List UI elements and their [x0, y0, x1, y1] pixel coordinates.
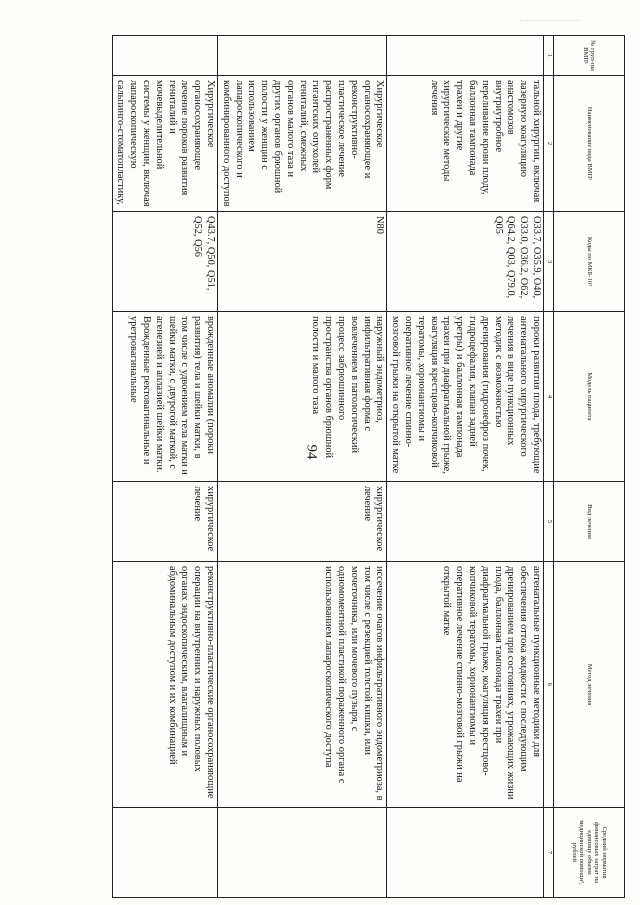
header-cost: Средний норматив финансовых затрат на единицу объема медицинской помощи³, рублей	[554, 808, 625, 898]
cell-treatment: хирургическое лечение	[218, 482, 387, 562]
cell-treatment	[387, 482, 544, 562]
column-number: 6	[544, 562, 554, 808]
cell-group	[112, 36, 217, 76]
cell-cost	[112, 808, 217, 898]
header-treatment: Вид лечения	[554, 482, 625, 562]
cell-treatment: хирургическое лечение	[112, 482, 217, 562]
header-model: Модель пациента	[554, 312, 625, 482]
table-row	[387, 36, 544, 898]
page-number: 94	[303, 444, 320, 460]
column-number: 3	[544, 212, 554, 312]
cell-cost	[218, 808, 387, 898]
column-number: 1	[544, 36, 554, 76]
cell-codes: Q43.7, Q50, Q51, Q52, Q56	[112, 212, 217, 312]
column-number: 4	[544, 312, 554, 482]
cell-cost	[387, 808, 544, 898]
vmp-table	[112, 35, 625, 898]
header-codes: Коды по МКБ-10²	[554, 212, 625, 312]
cell-method: реконструктивно-пластические органосохраняющие операции на внутренних и наружных половых органах эндоскопическим, влагалищным и абдоминальным доступом и их комбинацией	[112, 562, 217, 808]
cell-group	[387, 36, 544, 76]
header-row	[554, 36, 625, 898]
column-number: 7	[544, 808, 554, 898]
table-row	[218, 36, 387, 898]
column-number: 2	[544, 76, 554, 212]
table-row	[112, 36, 217, 898]
cell-name: Хирургическое органосохраняющее и реконструктивно-пластическое лечение распространенных форм гигантских опухолей гениталий, смежных органов малого таза и других органов брюшной полости у женщин с использованием лапароскопического и комбинированного доступов	[218, 76, 387, 212]
scan-artifact	[520, 20, 580, 35]
rotated-table-wrapper	[80, 35, 625, 897]
header-name: Наименование вида ВМП¹	[554, 76, 625, 212]
cell-model: врожденные аномалии (пороки развития) тела и шейки матки, в том числе с удвоением тела матки и шейки матки, с двурогой маткой, с агенезией и аплазией шейки матки. Врожденные ректовагинальные и уретровагинальные	[112, 312, 217, 482]
cell-name: Хирургическое органосохраняющее лечение пороков развития гениталий и мочевыделительной системы у женщин, включая лапароскопическую сальпинго-стоматопластику,	[112, 76, 217, 212]
cell-model: наружный эндометриоз, инфильтративная форма с вовлечением в патологический процесс забрюшинного пространства органов брюшной полости и малого таза	[218, 312, 387, 482]
cell-method: иссечение очагов инфильтративного эндометриоза, в том числе с резекцией толстой кишки, или мочеточника, или мочевого пузыря, с одномоментной пластикой пораженного органа с использованием лапароскопического доступа	[218, 562, 387, 808]
cell-model: пороки развития плода, требующие антенатального хирургического лечения в виде пункционных методик с возможностью дренирования (гидронефроз почек, гидроцефалия, клапан задней уретры) и баллонная тампонада трахеи при диафрагмальной грыже, коагуляция крестцово-копчиковой тератомы, хорионангиомы и оперативное лечение спинно-мозговой грыжи на открытой матке	[387, 312, 544, 482]
column-number: 5	[544, 482, 554, 562]
cell-codes: N80	[218, 212, 387, 312]
cell-name: тальной хирургии, включая лазерную коагуляцию анастомозов внутриутробное переливание крови плоду, баллонная тампонада трахеи и другие хирургические методы лечения	[387, 76, 544, 212]
header-method: Метод лечения	[554, 562, 625, 808]
column-number-row	[544, 36, 554, 898]
cell-method: антенатальные пункционные методики для обеспечения оттока жидкости с последующим дренированием при состояниях, угрожающих жизни плода, баллонная тампонада трахеи при диафрагмальной грыже, коагуляция крестцово-копчиковой тератомы, хорионангиомы и оперативное лечение спинно-мозговой грыжи на открытой матке	[387, 562, 544, 808]
header-group: № груп-пы ВМП¹	[554, 36, 625, 76]
cell-codes: O33.7, O35.9, O40, O33.0, O36.2, O62, Q64.2, Q03, Q79.0, Q05	[387, 212, 544, 312]
cell-group	[218, 36, 387, 76]
